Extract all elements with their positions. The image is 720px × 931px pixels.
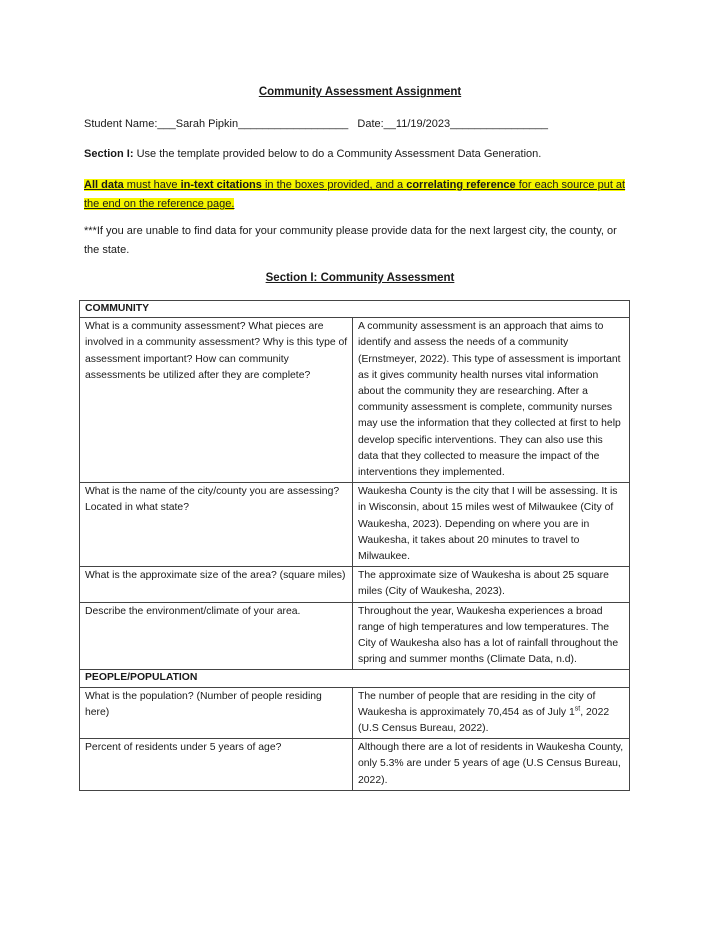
answer-cell: Waukesha County is the city that I will be assessing. It is in Wisconsin, about 15 miles west of Milwaukee (City of Waukesha, 2023). Depending on where you are in Waukesha, it takes about 20 minutes to travel to Milwaukee. <box>353 483 630 567</box>
table-row <box>80 739 630 791</box>
table-header-row <box>80 670 630 687</box>
question-cell: What is the approximate size of the area? (square miles) <box>80 567 353 602</box>
table-row <box>80 483 630 567</box>
student-name-field: Student Name:___Sarah Pipkin__________________ <box>84 118 349 130</box>
answer-cell: Throughout the year, Waukesha experiences a broad range of high temperatures and low temperatures. The City of Waukesha also has a lot of rainfall throughout the spring and summer months (Climate Data, n.d). <box>353 602 630 670</box>
hl-correlating-reference: correlating reference <box>406 179 516 191</box>
hl-text-3: for each source put at the end on the reference page. <box>84 179 626 210</box>
section-intro <box>84 148 541 160</box>
table-row <box>80 567 630 602</box>
section-title: Section I: Community Assessment <box>265 272 455 284</box>
question-cell: Describe the environment/climate of your area. <box>80 602 353 670</box>
table-row <box>80 318 630 483</box>
answer-cell: Although there are a lot of residents in Waukesha County, only 5.3% are under 5 years of age (U.S Census Bureau, 2022). <box>353 739 630 791</box>
community-header: COMMUNITY <box>80 301 630 318</box>
question-cell: What is a community assessment? What pieces are involved in a community assessment? Why is this type of assessment important? How can community assessments be utilized after they are complete? <box>80 318 353 483</box>
student-info-line <box>84 118 548 130</box>
hl-in-text-citations: in-text citations <box>180 179 262 191</box>
table-header-row <box>80 301 630 318</box>
assessment-table <box>79 300 630 791</box>
table-row <box>80 602 630 670</box>
answer-cell: A community assessment is an approach that aims to identify and assess the needs of a community (Ernstmeyer, 2022). This type of assessment is important as it gives community health nurses vital information about the community they are researching. After a community assessment is complete, community nurses may use the information that they collected at first to help develop specific interventions. They can also use this data that they collected to measure the impact of the interventions they implemented. <box>353 318 630 483</box>
question-cell: What is the population? (Number of people residing here) <box>80 687 353 739</box>
ordinal-suffix: st <box>574 705 581 713</box>
question-cell: Percent of residents under 5 years of age? <box>80 739 353 791</box>
citation-requirement <box>84 176 629 214</box>
hl-text-2: in the boxes provided, and a <box>261 179 407 191</box>
table-row <box>80 687 630 739</box>
date-field: Date:__11/19/2023________________ <box>357 118 549 130</box>
answer-cell <box>353 687 630 739</box>
hl-text-1: must have <box>123 179 181 191</box>
section-intro-label: Section I: <box>84 148 134 160</box>
answer-text-end: , 2022 (U.S Census Bureau, 2022). <box>358 706 610 735</box>
answer-cell: The approximate size of Waukesha is about 25 square miles (City of Waukesha, 2023). <box>353 567 630 602</box>
section-intro-text: Use the template provided below to do a Community Assessment Data Generation. <box>133 148 542 160</box>
hl-all-data: All data <box>84 179 124 191</box>
document-title: Community Assessment Assignment <box>258 86 462 98</box>
question-cell: What is the name of the city/county you are assessing? Located in what state? <box>80 483 353 567</box>
people-population-header: PEOPLE/POPULATION <box>80 670 630 687</box>
data-note: ***If you are unable to find data for your community please provide data for the next largest city, the county, or the state. <box>84 225 617 256</box>
answer-text: The number of people that are residing in the city of Waukesha is approximately 70,454 as of July 1 <box>358 690 596 718</box>
